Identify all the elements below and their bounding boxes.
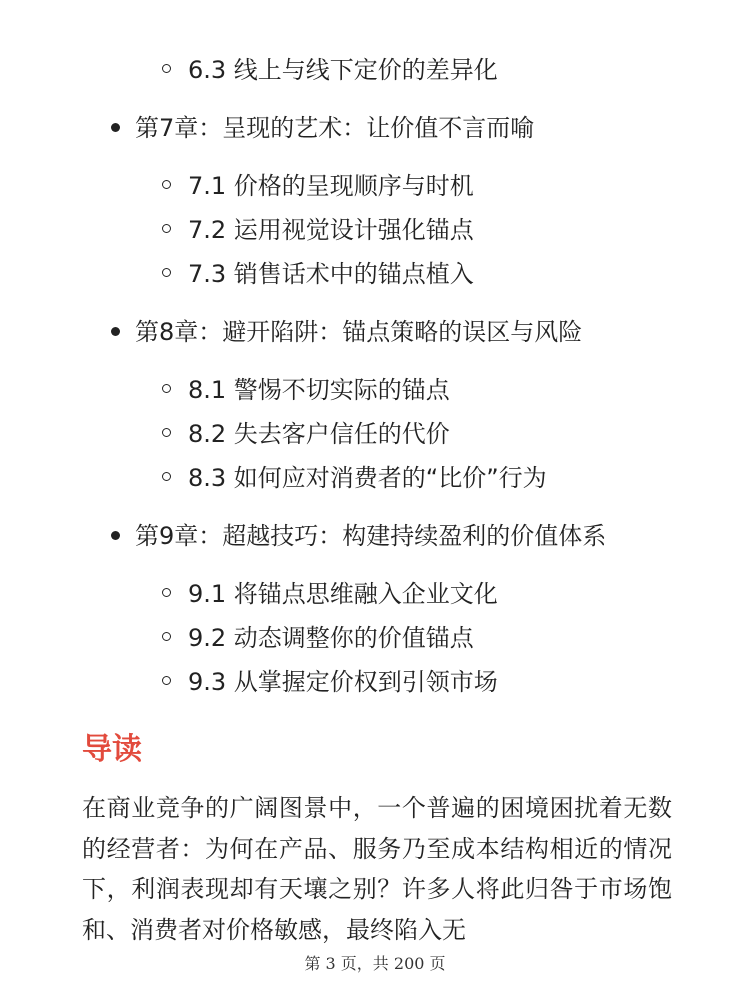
toc-subsection-label: 8.2 失去客户信任的代价 bbox=[188, 420, 450, 448]
toc-chapter-9 bbox=[0, 514, 750, 704]
circle-bullet-icon bbox=[162, 472, 171, 481]
toc-chapter-label: 第7章：呈现的艺术：让价值不言而喻 bbox=[135, 114, 535, 142]
circle-bullet-icon bbox=[162, 676, 171, 685]
circle-bullet-icon bbox=[162, 588, 171, 597]
toc-subsection-7-2[interactable] bbox=[135, 208, 750, 252]
disc-bullet-icon bbox=[111, 531, 120, 540]
toc-subsection-label: 9.1 将锚点思维融入企业文化 bbox=[188, 580, 498, 608]
toc-subsection-label: 9.3 从掌握定价权到引领市场 bbox=[188, 668, 498, 696]
toc-chapter-label: 第8章：避开陷阱：锚点策略的误区与风险 bbox=[135, 318, 583, 346]
toc-subsection-7-1[interactable] bbox=[135, 164, 750, 208]
toc-subsection-label: 7.2 运用视觉设计强化锚点 bbox=[188, 216, 474, 244]
toc-chapter-row[interactable] bbox=[135, 106, 750, 150]
toc-chapter-row[interactable] bbox=[135, 514, 750, 558]
section-heading-guide: 导读 bbox=[82, 732, 142, 767]
toc-chapter-label: 第9章：超越技巧：构建持续盈利的价值体系 bbox=[135, 522, 607, 550]
toc-subsection-8-2[interactable] bbox=[135, 412, 750, 456]
toc-chapter-row[interactable] bbox=[135, 310, 750, 354]
toc-subsection-label: 8.3 如何应对消费者的“比价”行为 bbox=[188, 464, 547, 492]
toc-subsection-list bbox=[135, 572, 750, 704]
circle-bullet-icon bbox=[162, 384, 171, 393]
toc-subsection-label: 8.1 警惕不切实际的锚点 bbox=[188, 376, 450, 404]
toc-chapter-8 bbox=[0, 310, 750, 500]
disc-bullet-icon bbox=[111, 123, 120, 132]
circle-bullet-icon bbox=[162, 268, 171, 277]
toc-subsection-label: 7.3 销售话术中的锚点植入 bbox=[188, 260, 474, 288]
disc-bullet-icon bbox=[111, 327, 120, 336]
toc-subsection-8-1[interactable] bbox=[135, 368, 750, 412]
toc-chapter-7 bbox=[0, 106, 750, 296]
table-of-contents bbox=[0, 48, 750, 704]
toc-subsection-9-2[interactable] bbox=[135, 616, 750, 660]
toc-subsection-8-3[interactable] bbox=[135, 456, 750, 500]
toc-subsection-label: 7.1 价格的呈现顺序与时机 bbox=[188, 172, 474, 200]
toc-subsection-list bbox=[135, 368, 750, 500]
circle-bullet-icon bbox=[162, 632, 171, 641]
toc-subsection-9-3[interactable] bbox=[135, 660, 750, 704]
page-number-footer: 第 3 页，共 200 页 bbox=[304, 954, 446, 973]
toc-subsection-label: 6.3 线上与线下定价的差异化 bbox=[188, 56, 498, 84]
circle-bullet-icon bbox=[162, 428, 171, 437]
circle-bullet-icon bbox=[162, 224, 171, 233]
toc-subsection-label: 9.2 动态调整你的价值锚点 bbox=[188, 624, 474, 652]
toc-subsection-9-1[interactable] bbox=[135, 572, 750, 616]
toc-subsection-list bbox=[135, 164, 750, 296]
toc-subsection-6-3[interactable] bbox=[135, 48, 750, 92]
circle-bullet-icon bbox=[162, 64, 171, 73]
guide-paragraph: 在商业竞争的广阔图景中，一个普遍的困境困扰着无数的经营者：为何在产品、服务乃至成本结构相近的情况下，利润表现却有天壤之别？许多人将此归咎于市场饱和、消费者对价格敏感，最终陷入无 bbox=[82, 794, 672, 944]
toc-subsection-7-3[interactable] bbox=[135, 252, 750, 296]
circle-bullet-icon bbox=[162, 180, 171, 189]
